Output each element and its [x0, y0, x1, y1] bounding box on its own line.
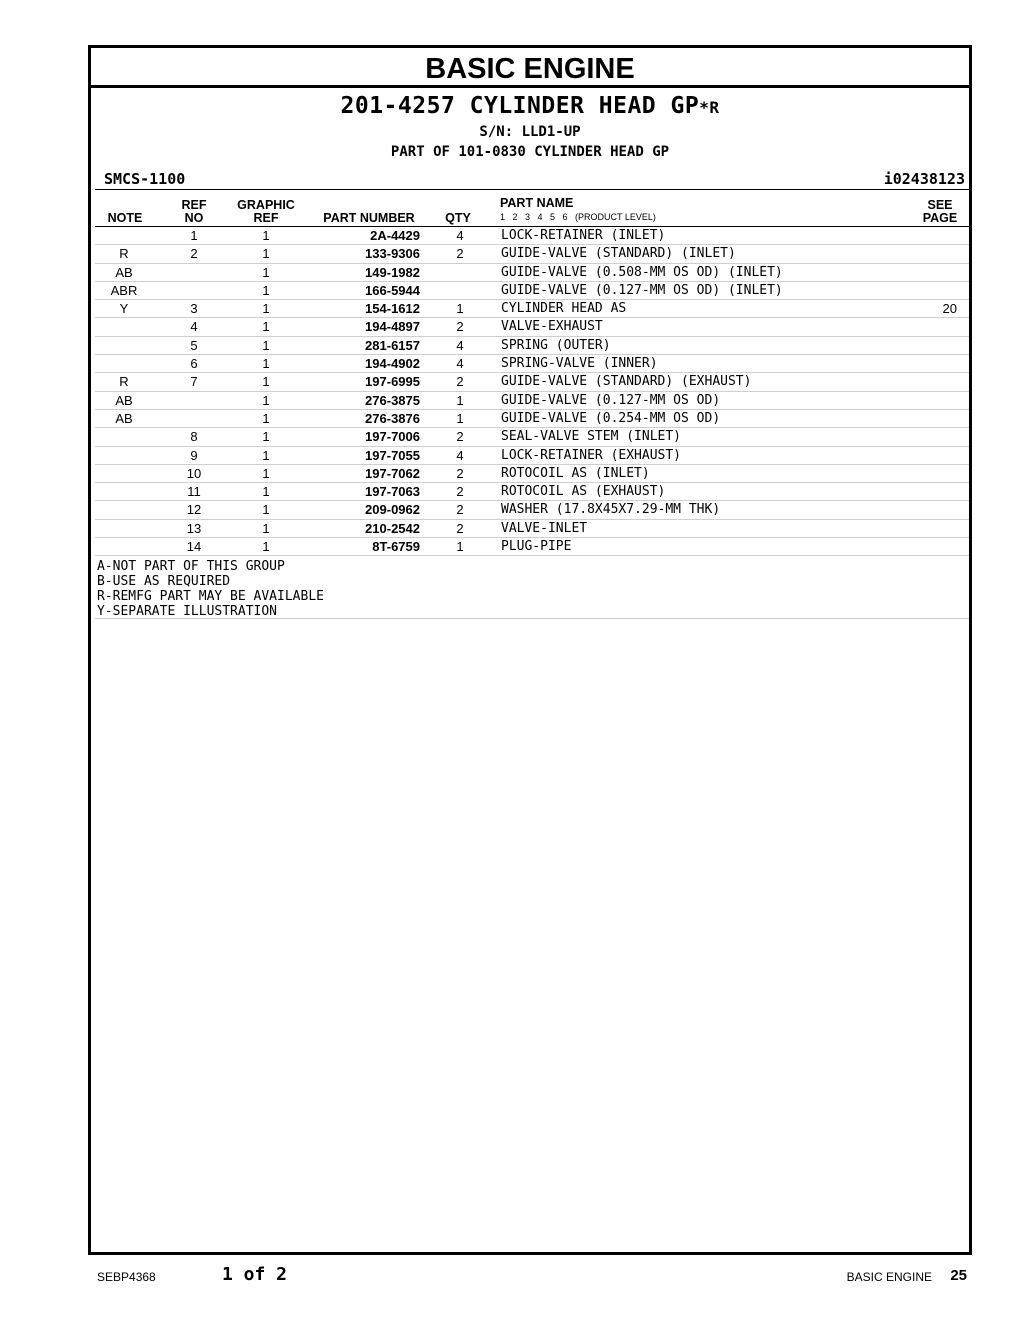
serial-number: S/N: LLD1-UP — [479, 124, 581, 140]
part-number-cell: 154-1612 — [365, 301, 420, 317]
ref-no-cell: 1 — [190, 228, 198, 243]
notes-bottom-rule — [95, 618, 969, 619]
ref-no-cell: 11 — [187, 484, 201, 500]
part-number-cell: 8T-6759 — [372, 539, 420, 555]
graphic-ref-cell: 1 — [262, 282, 270, 298]
ref-no-cell: 5 — [190, 337, 198, 353]
notes-legend — [97, 559, 324, 619]
part-name-cell: PLUG-PIPE — [501, 539, 572, 555]
part-name-cell: GUIDE-VALVE (0.127-MM OS OD) (INLET) — [501, 282, 783, 298]
part-name-cell: CYLINDER HEAD AS — [501, 301, 627, 317]
header-note: NOTE — [107, 211, 143, 225]
part-of-line: PART OF 101-0830 CYLINDER HEAD GP — [390, 144, 670, 160]
table-row — [95, 318, 969, 336]
header-graphic-bottom: REF — [253, 211, 279, 225]
table-row — [95, 483, 969, 501]
ref-no-cell: 9 — [190, 447, 198, 463]
header-product-levels: 1 2 3 4 5 6 (PRODUCT LEVEL) — [500, 212, 656, 222]
table-row — [95, 520, 969, 538]
graphic-ref-cell: 1 — [262, 447, 270, 463]
part-number-cell: 149-1982 — [365, 264, 420, 280]
group-title-suffix: *R — [699, 98, 720, 117]
part-number-cell: 197-7062 — [365, 465, 420, 481]
table-row — [95, 410, 969, 428]
table-row — [95, 227, 969, 245]
table-row — [95, 245, 969, 263]
table-row — [95, 465, 969, 483]
ref-no-cell: 10 — [186, 465, 202, 481]
graphic-ref-cell: 1 — [262, 429, 270, 445]
note-cell: Y — [119, 301, 129, 317]
header-ref-no-top: REF — [181, 198, 207, 212]
part-name-cell: LOCK-RETAINER (EXHAUST) — [501, 447, 682, 463]
graphic-ref-cell: 1 — [262, 301, 270, 317]
note-cell: AB — [115, 410, 133, 426]
ref-no-cell: 13 — [186, 520, 202, 536]
graphic-ref-cell: 1 — [262, 410, 270, 426]
part-number-cell: 281-6157 — [365, 337, 420, 353]
part-name-cell: WASHER (17.8X45X7.29-MM THK) — [501, 502, 721, 518]
graphic-ref-cell: 1 — [262, 465, 270, 481]
table-row — [95, 337, 969, 355]
header-see-bottom: PAGE — [922, 211, 958, 225]
part-number-cell: 2A-4429 — [370, 228, 420, 243]
header-see-top: SEE — [927, 198, 953, 212]
page-number: 25 — [950, 1267, 967, 1284]
part-name-cell: ROTOCOIL AS (INLET) — [501, 465, 650, 481]
part-number-cell: 197-7006 — [365, 429, 420, 445]
part-number-cell: 210-2542 — [365, 520, 420, 536]
smcs-code: SMCS-1100 — [104, 170, 186, 188]
ref-no-cell: 14 — [186, 539, 202, 555]
qty-cell: 1 — [456, 392, 464, 408]
qty-cell: 4 — [456, 447, 464, 463]
part-name-cell: SPRING (OUTER) — [501, 337, 611, 353]
note-cell: R — [119, 374, 129, 390]
ref-no-cell: 7 — [190, 374, 198, 390]
part-number-cell: 194-4897 — [365, 319, 420, 335]
part-name-cell: VALVE-INLET — [501, 520, 588, 536]
qty-cell: 2 — [456, 502, 464, 518]
graphic-ref-cell: 1 — [262, 520, 270, 536]
header-part-name: PART NAME — [500, 196, 574, 210]
part-name-cell: VALVE-EXHAUST — [501, 319, 603, 335]
note-cell: AB — [115, 392, 133, 408]
table-row — [95, 538, 969, 556]
qty-cell: 4 — [456, 228, 464, 243]
page-of-count: 1 of 2 — [222, 1264, 288, 1285]
qty-cell: 4 — [456, 337, 464, 353]
note-legend-item: Y-SEPARATE ILLUSTRATION — [97, 604, 278, 619]
table-row — [95, 428, 969, 446]
note-legend-item: R-REMFG PART MAY BE AVAILABLE — [97, 589, 324, 604]
see-page-cell[interactable]: 20 — [942, 301, 957, 317]
ref-no-cell: 2 — [190, 246, 198, 262]
graphic-ref-cell: 1 — [262, 374, 270, 390]
part-name-cell: GUIDE-VALVE (0.508-MM OS OD) (INLET) — [501, 264, 783, 280]
graphic-ref-cell: 1 — [262, 319, 270, 335]
part-name-cell: GUIDE-VALVE (0.254-MM OS OD) — [501, 410, 721, 426]
qty-cell: 2 — [456, 319, 464, 335]
table-row — [95, 501, 969, 519]
qty-cell: 2 — [456, 520, 464, 536]
section-title: BASIC ENGINE — [91, 48, 969, 88]
table-row — [95, 300, 969, 318]
ref-no-cell: 8 — [190, 429, 198, 445]
graphic-ref-cell: 1 — [262, 502, 270, 518]
qty-cell: 4 — [456, 356, 464, 372]
graphic-ref-cell: 1 — [262, 539, 270, 555]
part-number-cell: 276-3875 — [365, 392, 420, 408]
header-qty: QTY — [445, 211, 471, 225]
document-id: SEBP4368 — [97, 1270, 156, 1284]
qty-cell: 2 — [456, 429, 464, 445]
part-number-cell: 209-0962 — [365, 502, 420, 518]
note-legend-item: B-USE AS REQUIRED — [97, 574, 231, 589]
header-ref-no-bottom: NO — [184, 211, 204, 225]
part-number-cell: 166-5944 — [365, 282, 420, 298]
part-name-cell: ROTOCOIL AS (EXHAUST) — [501, 484, 666, 500]
qty-cell: 2 — [456, 246, 464, 262]
ref-no-cell: 6 — [190, 356, 198, 372]
group-title — [91, 93, 969, 119]
footer-section-name: BASIC ENGINE — [846, 1270, 932, 1284]
qty-cell: 1 — [456, 539, 464, 555]
part-number-cell: 133-9306 — [365, 246, 420, 262]
part-number-cell: 276-3876 — [365, 410, 420, 426]
part-name-cell: SEAL-VALVE STEM (INLET) — [501, 429, 682, 445]
part-number-cell: 197-7063 — [365, 484, 420, 500]
part-name-cell: SPRING-VALVE (INNER) — [501, 356, 658, 372]
graphic-ref-cell: 1 — [262, 337, 270, 353]
note-cell: ABR — [110, 282, 138, 298]
note-cell: AB — [115, 264, 133, 280]
part-number-cell: 194-4902 — [365, 356, 420, 372]
qty-cell: 2 — [456, 484, 464, 500]
graphic-ref-cell: 1 — [262, 228, 270, 243]
table-row — [95, 392, 969, 410]
parts-page-frame — [88, 45, 972, 1255]
qty-cell: 2 — [456, 465, 464, 481]
ref-no-cell: 4 — [190, 319, 198, 335]
qty-cell: 1 — [456, 410, 464, 426]
graphic-ref-cell: 1 — [262, 484, 270, 500]
graphic-ref-cell: 1 — [262, 356, 270, 372]
illustration-id: i02438123 — [883, 170, 965, 188]
qty-cell: 1 — [456, 301, 464, 317]
part-name-cell: LOCK-RETAINER (INLET) — [501, 228, 666, 243]
note-cell: R — [119, 246, 129, 262]
graphic-ref-cell: 1 — [262, 246, 270, 262]
header-top-rule — [95, 189, 969, 190]
table-row — [95, 355, 969, 373]
table-row — [95, 447, 969, 465]
qty-cell: 2 — [456, 374, 464, 390]
table-row — [95, 282, 969, 300]
part-name-cell: GUIDE-VALVE (STANDARD) (INLET) — [501, 246, 736, 262]
part-number-cell: 197-7055 — [365, 447, 420, 463]
part-name-cell: GUIDE-VALVE (0.127-MM OS OD) — [501, 392, 721, 408]
note-legend-item: A-NOT PART OF THIS GROUP — [97, 559, 285, 574]
header-graphic-top: GRAPHIC — [237, 198, 295, 212]
ref-no-cell: 3 — [190, 301, 198, 317]
graphic-ref-cell: 1 — [262, 392, 270, 408]
table-row — [95, 264, 969, 282]
graphic-ref-cell: 1 — [262, 264, 270, 280]
header-part-number: PART NUMBER — [323, 211, 415, 225]
parts-table — [95, 227, 969, 556]
ref-no-cell: 12 — [186, 502, 202, 518]
table-row — [95, 373, 969, 391]
part-name-cell: GUIDE-VALVE (STANDARD) (EXHAUST) — [501, 374, 752, 390]
part-number-cell: 197-6995 — [365, 374, 420, 390]
group-title-text: 201-4257 CYLINDER HEAD GP — [340, 93, 700, 119]
